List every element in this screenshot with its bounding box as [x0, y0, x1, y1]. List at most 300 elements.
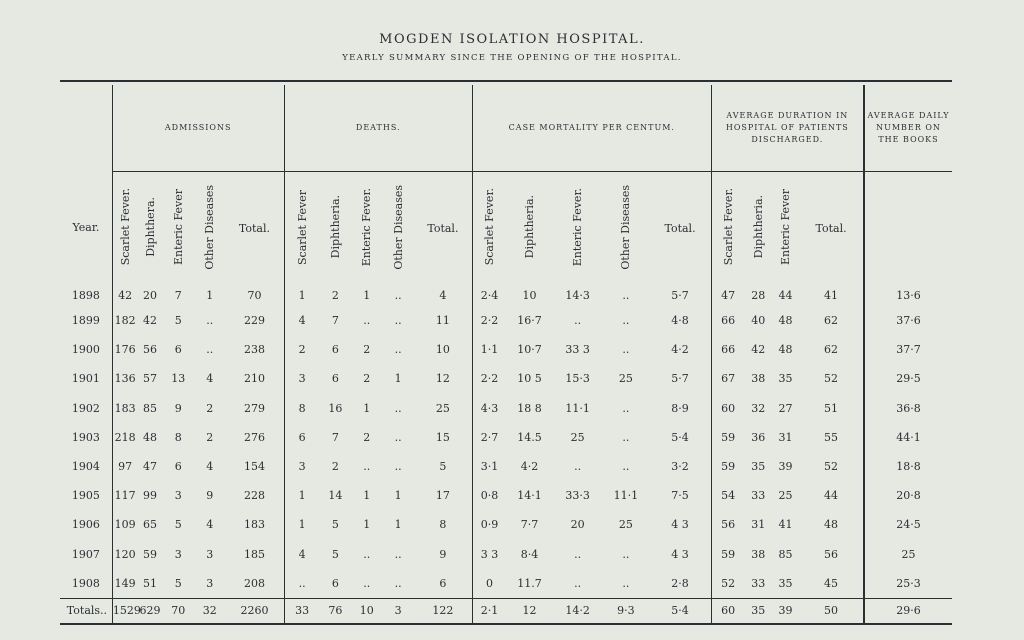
table-cell: 3 — [382, 598, 413, 624]
row-year: 1907 — [71, 547, 100, 561]
table-cell: 117 — [112, 481, 137, 510]
header-mortality-3 — [602, 172, 649, 285]
table-cell: 3 — [284, 364, 320, 393]
table-cell: 4·3 — [472, 394, 506, 423]
column-header-row — [60, 172, 952, 285]
table-cell: 2 — [284, 335, 320, 364]
table-row — [60, 394, 952, 423]
table-cell: 8·4 — [520, 547, 539, 561]
table-cell: .. — [394, 460, 402, 474]
header-deaths-4: Total. — [427, 221, 459, 235]
table-cell: 67 — [711, 364, 745, 393]
table-cell: 76 — [320, 598, 351, 624]
table-cell: 2·4 — [472, 284, 506, 306]
table-cell: 13·6 — [864, 284, 952, 306]
header-label: Diphthera. — [143, 197, 157, 257]
header-label: Diphtheria. — [328, 195, 342, 259]
table-cell: 9·3 — [602, 598, 649, 624]
table-cell: .. — [394, 401, 402, 415]
table-cell: 276 — [243, 430, 265, 444]
table-cell: 5·7 — [671, 372, 689, 386]
table-cell: 1 — [394, 518, 402, 532]
table-cell: 11·1 — [613, 489, 639, 503]
table-cell: 60 — [711, 394, 745, 423]
table-cell: 32 — [194, 598, 225, 624]
header-deaths-3 — [382, 172, 413, 285]
header-label: Enteric Fever. — [360, 187, 374, 267]
header-deaths-1 — [320, 172, 351, 285]
table-cell: 2 — [363, 343, 371, 357]
header-daily-empty — [864, 172, 952, 285]
table-cell: 2 — [206, 401, 214, 415]
row-year: 1905 — [71, 489, 100, 503]
table-cell: 62 — [824, 314, 839, 328]
table-cell: 11.7 — [517, 576, 542, 590]
table-cell: 99 — [143, 489, 158, 503]
table-cell: 38 — [751, 372, 766, 386]
row-year: 1899 — [71, 314, 100, 328]
table-cell: 57 — [143, 372, 158, 386]
table-cell: 4 — [439, 288, 447, 302]
table-cell: 149 — [112, 569, 137, 599]
table-cell: .. — [363, 314, 371, 328]
table-cell: 25 — [570, 430, 585, 444]
table-cell: 10·7 — [517, 343, 542, 357]
table-row — [60, 481, 952, 510]
table-cell: 229 — [243, 314, 265, 328]
table-cell: .. — [574, 576, 582, 590]
table-cell: .. — [622, 343, 630, 357]
table-cell: 33 — [284, 598, 320, 624]
table-cell: 0 — [472, 569, 506, 599]
table-cell: 16·7 — [517, 314, 542, 328]
table-cell: 15·3 — [565, 372, 590, 386]
table-cell: 38 — [751, 547, 766, 561]
table-cell: 1 — [284, 510, 320, 539]
table-cell: 3 — [206, 576, 214, 590]
table-cell: 5 — [439, 460, 447, 474]
header-admissions-2 — [163, 172, 194, 285]
table-cell: .. — [394, 314, 402, 328]
table-cell: 2·2 — [472, 306, 506, 335]
header-label: Enteric Fever — [778, 188, 792, 265]
table-cell: 4 — [284, 306, 320, 335]
row-year: 1900 — [71, 343, 100, 357]
table-row — [60, 423, 952, 452]
table-cell: 9 — [439, 547, 447, 561]
header-label: Enteric Fever — [171, 188, 185, 265]
table-cell: 8 — [284, 394, 320, 423]
table-cell: 279 — [243, 401, 265, 415]
header-label: Scarlet Fever. — [118, 188, 132, 266]
table-cell: 31 — [778, 430, 793, 444]
table-cell: 2·7 — [472, 423, 506, 452]
table-cell: 154 — [243, 460, 265, 474]
table-cell: 17 — [435, 489, 450, 503]
table-cell: 4 3 — [671, 518, 689, 532]
table-cell: .. — [284, 569, 320, 599]
header-duration-2 — [772, 172, 799, 285]
row-year: 1901 — [71, 372, 100, 386]
table-cell: 42 — [751, 343, 766, 357]
table-cell: 208 — [243, 576, 265, 590]
table-cell: 39 — [778, 460, 793, 474]
summary-table — [60, 80, 952, 625]
table-cell: 8·9 — [671, 401, 689, 415]
table-cell: 70 — [163, 598, 194, 624]
table-cell: 20 — [143, 288, 158, 302]
table-cell: 5·7 — [671, 288, 689, 302]
table-cell: 0·8 — [472, 481, 506, 510]
header-year: Year. — [72, 221, 100, 235]
table-cell: 4 3 — [671, 547, 689, 561]
table-cell: 40 — [751, 314, 766, 328]
table-row — [60, 452, 952, 481]
header-admissions-1 — [137, 172, 162, 285]
table-cell: 120 — [112, 540, 137, 569]
table-row — [60, 540, 952, 569]
table-cell: 2 — [363, 372, 371, 386]
table-cell: 8 — [174, 430, 182, 444]
table-cell: 1 — [394, 372, 402, 386]
table-cell: 65 — [143, 518, 158, 532]
table-cell: 44 — [824, 489, 839, 503]
table-cell: 1 — [284, 284, 320, 306]
table-cell: 12 — [435, 372, 450, 386]
header-mortality-1 — [506, 172, 553, 285]
table-cell: 42 — [112, 284, 137, 306]
table-cell: 52 — [824, 460, 839, 474]
table-cell: 36 — [751, 430, 766, 444]
table-cell: 5·4 — [671, 430, 689, 444]
table-cell: 1·1 — [472, 335, 506, 364]
table-cell: 6 — [439, 576, 447, 590]
row-year: 1898 — [71, 288, 100, 302]
row-year: 1908 — [71, 576, 100, 590]
table-cell: 238 — [243, 343, 265, 357]
table-row — [60, 284, 952, 306]
table-cell: 1 — [394, 489, 402, 503]
table-cell: 2 — [331, 460, 339, 474]
table-cell: 3 — [206, 547, 214, 561]
table-cell: 25 — [778, 489, 793, 503]
table-cell: 35 — [778, 576, 793, 590]
table-cell: 6 — [331, 576, 339, 590]
header-label: Diphtheria. — [523, 195, 537, 259]
table-cell: 59 — [711, 452, 745, 481]
table-row — [60, 306, 952, 335]
table-cell: 14.5 — [517, 430, 542, 444]
table-cell: 2 — [331, 288, 339, 302]
table-cell: 182 — [112, 306, 137, 335]
header-admissions-0 — [112, 172, 137, 285]
header-duration-3: Total. — [815, 221, 847, 235]
table-cell: .. — [206, 314, 214, 328]
table-cell: 5 — [174, 518, 182, 532]
table-cell: 51 — [143, 576, 158, 590]
table-row — [60, 510, 952, 539]
group-duration: AVERAGE DURATION IN HOSPITAL OF PATIENTS DISCHARGED. — [711, 85, 864, 172]
table-cell: 4·2 — [671, 343, 689, 357]
page-title: MOGDEN ISOLATION HOSPITAL. — [379, 32, 645, 47]
table-cell: 1 — [363, 288, 371, 302]
table-cell: 29·6 — [864, 598, 952, 624]
table-cell: 5 — [331, 547, 339, 561]
table-cell: 7·5 — [671, 489, 689, 503]
table-cell: 18·8 — [864, 452, 952, 481]
table-cell: 33·3 — [565, 489, 590, 503]
table-cell: 48 — [143, 430, 158, 444]
table-cell: 1 — [363, 401, 371, 415]
table-cell: 54 — [711, 481, 745, 510]
table-cell: 51 — [824, 401, 839, 415]
table-cell: 20 — [570, 518, 585, 532]
table-cell: 9 — [206, 489, 214, 503]
table-cell: 37·7 — [864, 335, 952, 364]
table-cell: 1 — [363, 518, 371, 532]
table-cell: 97 — [112, 452, 137, 481]
table-cell: 2260 — [225, 598, 284, 624]
table-cell: 0·9 — [472, 510, 506, 539]
table-cell: 56 — [824, 547, 839, 561]
table-cell: 1 — [363, 489, 371, 503]
table-cell: 10 5 — [517, 372, 542, 386]
table-row — [60, 335, 952, 364]
row-year: 1903 — [71, 430, 100, 444]
table-cell: 5 — [174, 314, 182, 328]
table-cell: .. — [394, 343, 402, 357]
table-cell: 4 — [206, 372, 214, 386]
table-cell: .. — [206, 343, 214, 357]
header-mortality-0 — [472, 172, 506, 285]
table-cell: .. — [394, 430, 402, 444]
table-cell: 6 — [331, 372, 339, 386]
table-cell: 66 — [711, 306, 745, 335]
table-cell: 14·3 — [565, 288, 590, 302]
group-header-row — [60, 85, 952, 172]
table-cell: 5·4 — [649, 598, 711, 624]
table-cell: .. — [622, 288, 630, 302]
table-cell: 25 — [618, 372, 633, 386]
table-cell: 59 — [711, 423, 745, 452]
table-cell: 13 — [171, 372, 186, 386]
table-cell: 2 — [206, 430, 214, 444]
table-cell: 44·1 — [864, 423, 952, 452]
table-cell: 8 — [439, 518, 447, 532]
table-cell: 6 — [174, 343, 182, 357]
header-deaths-0 — [284, 172, 320, 285]
table-cell: 10 — [351, 598, 382, 624]
table-cell: 70 — [247, 288, 262, 302]
table-cell: 218 — [112, 423, 137, 452]
table-cell: 2 — [363, 430, 371, 444]
table-cell: 20·8 — [864, 481, 952, 510]
table-cell: 39 — [772, 598, 799, 624]
table-cell: 7 — [331, 430, 339, 444]
table-cell: 35 — [751, 460, 766, 474]
table-cell: .. — [574, 314, 582, 328]
table-cell: 183 — [243, 518, 265, 532]
table-cell: .. — [363, 460, 371, 474]
table-cell: 25 — [618, 518, 633, 532]
totals-row — [60, 598, 952, 624]
table-cell: 6 — [174, 460, 182, 474]
group-admissions: ADMISSIONS — [112, 85, 284, 172]
table-cell: .. — [394, 547, 402, 561]
table-cell: 5 — [174, 576, 182, 590]
table-cell: .. — [622, 430, 630, 444]
table-cell: 122 — [414, 598, 473, 624]
table-cell: .. — [622, 314, 630, 328]
table-cell: 3·1 — [472, 452, 506, 481]
group-mortality: CASE MORTALITY PER CENTUM. — [472, 85, 711, 172]
table-cell: 11 — [435, 314, 450, 328]
table-cell: 176 — [112, 335, 137, 364]
table-cell: 33 3 — [565, 343, 590, 357]
table-cell: 25 — [864, 540, 952, 569]
table-cell: 27 — [778, 401, 793, 415]
table-cell: 24·5 — [864, 510, 952, 539]
row-year: 1902 — [71, 401, 100, 415]
table-cell: 28 — [751, 288, 766, 302]
table-cell: 3 — [284, 452, 320, 481]
header-deaths-2 — [351, 172, 382, 285]
table-cell: 12 — [506, 598, 553, 624]
table-cell: 4 — [206, 460, 214, 474]
row-year: 1906 — [71, 518, 100, 532]
table-cell: .. — [574, 460, 582, 474]
table-cell: 4·2 — [520, 460, 539, 474]
header-label: Diphtheria. — [751, 195, 765, 259]
table-cell: 629 — [137, 598, 162, 624]
table-cell: 31 — [751, 518, 766, 532]
table-cell: .. — [363, 576, 371, 590]
header-duration-1 — [745, 172, 772, 285]
table-cell: 62 — [824, 343, 839, 357]
table-cell: 228 — [243, 489, 265, 503]
table-cell: 3 — [174, 547, 182, 561]
table-row — [60, 364, 952, 393]
header-label: Other Diseases — [619, 184, 633, 270]
table-cell: 41 — [778, 518, 793, 532]
table-cell: 11·1 — [565, 401, 590, 415]
table-cell: 185 — [243, 547, 265, 561]
table-cell: 136 — [112, 364, 137, 393]
table-cell: .. — [622, 547, 630, 561]
table-cell: 56 — [711, 510, 745, 539]
table-cell: 25 — [435, 401, 450, 415]
header-admissions-3 — [194, 172, 225, 285]
header-mortality-2 — [553, 172, 602, 285]
table-cell: 6 — [331, 343, 339, 357]
table-cell: 10 — [435, 343, 450, 357]
table-cell: 9 — [174, 401, 182, 415]
table-cell: 3·2 — [671, 460, 689, 474]
table-cell: 45 — [824, 576, 839, 590]
table-cell: 3 — [174, 489, 182, 503]
table-cell: 35 — [745, 598, 772, 624]
table-cell: .. — [574, 547, 582, 561]
header-label: Other Diseases — [203, 184, 217, 270]
header-label: Scarlet Fever. — [721, 188, 735, 266]
header-duration-0 — [711, 172, 745, 285]
table-cell: 37·6 — [864, 306, 952, 335]
table-cell: 29·5 — [864, 364, 952, 393]
table-row — [60, 569, 952, 599]
table-cell: .. — [622, 401, 630, 415]
table-cell: 10 — [522, 288, 537, 302]
table-cell: 60 — [711, 598, 745, 624]
table-cell: 36·8 — [864, 394, 952, 423]
table-cell: 85 — [778, 547, 793, 561]
table-cell: 1529 — [112, 598, 137, 624]
header-label: Enteric Fever. — [571, 187, 585, 267]
table-cell: 7 — [174, 288, 182, 302]
table-cell: 33 — [751, 489, 766, 503]
table-cell: .. — [394, 576, 402, 590]
table-cell: 32 — [751, 401, 766, 415]
table-cell: 52 — [711, 569, 745, 599]
header-label: Other Diseases — [391, 184, 405, 270]
table-cell: 210 — [243, 372, 265, 386]
table-cell: 5 — [331, 518, 339, 532]
table-cell: 1 — [284, 481, 320, 510]
table-cell: 47 — [711, 284, 745, 306]
group-deaths: DEATHS. — [284, 85, 472, 172]
table-cell: 55 — [824, 430, 839, 444]
table-cell: .. — [394, 288, 402, 302]
table-cell: 48 — [778, 314, 793, 328]
row-year: 1904 — [71, 460, 100, 474]
table-cell: 1 — [206, 288, 214, 302]
table-cell: 48 — [824, 518, 839, 532]
table-cell: 16 — [328, 401, 343, 415]
table-cell: 56 — [143, 343, 158, 357]
table-cell: 42 — [143, 314, 158, 328]
table-cell: 2·8 — [671, 576, 689, 590]
table-cell: 3 3 — [472, 540, 506, 569]
table-cell: 6 — [284, 423, 320, 452]
table-cell: 183 — [112, 394, 137, 423]
table-cell: 14·1 — [517, 489, 542, 503]
table-cell: 85 — [143, 401, 158, 415]
table-cell: 15 — [435, 430, 450, 444]
table-cell: 14·2 — [553, 598, 602, 624]
table-cell: .. — [622, 460, 630, 474]
table-cell: 7·7 — [520, 518, 539, 532]
table-cell: 52 — [824, 372, 839, 386]
table-cell: 33 — [751, 576, 766, 590]
table-cell: 41 — [824, 288, 839, 302]
table-cell: 66 — [711, 335, 745, 364]
group-daily: AVERAGE DAILY NUMBER ON THE BOOKS — [864, 85, 952, 172]
table-cell: 4 — [206, 518, 214, 532]
header-mortality-4: Total. — [664, 221, 696, 235]
table-cell: 4 — [284, 540, 320, 569]
header-label: Scarlet Fever — [295, 189, 309, 265]
table-cell: 59 — [711, 540, 745, 569]
table-cell: 2·2 — [472, 364, 506, 393]
table-cell: 109 — [112, 510, 137, 539]
header-label: Scarlet Fever. — [482, 188, 496, 266]
row-year: Totals.. — [60, 598, 112, 624]
table-cell: 44 — [778, 288, 793, 302]
table-cell: 47 — [143, 460, 158, 474]
table-cell: 35 — [778, 372, 793, 386]
table-cell: .. — [622, 576, 630, 590]
table-cell: 48 — [778, 343, 793, 357]
table-cell: 4·8 — [671, 314, 689, 328]
